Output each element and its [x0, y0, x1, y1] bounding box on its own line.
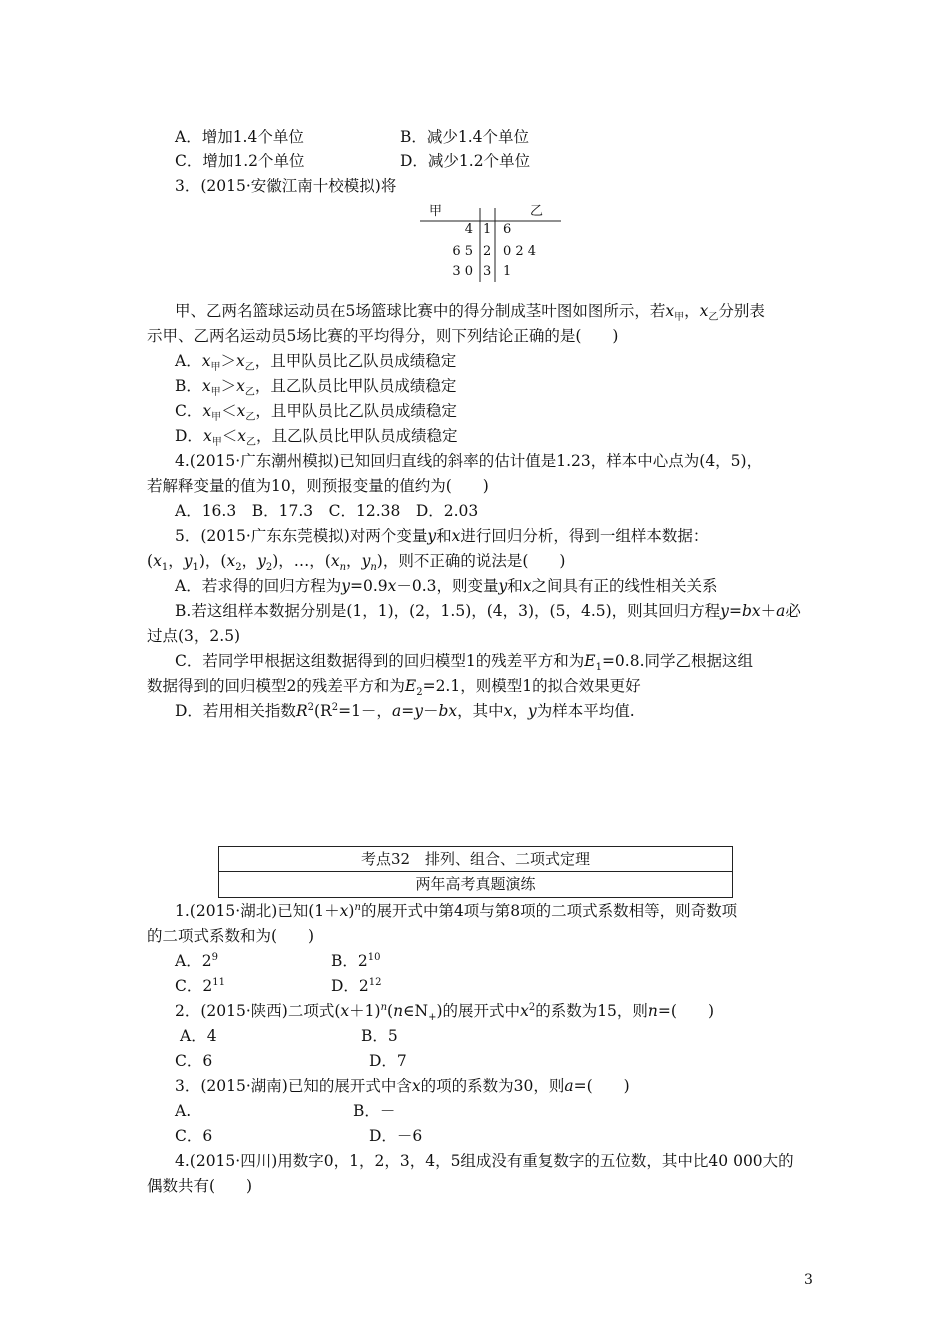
option-d: D．7	[369, 1052, 407, 1070]
option-b: B．$x_甲>x_乙$，且乙队员比甲队员成绩稳定	[175, 377, 457, 399]
option-b: B．减少1.4个单位	[400, 128, 530, 146]
question-3-text-2: 示甲、乙两名运动员5场比赛的平均得分，则下列结论正确的是( )	[147, 327, 619, 345]
page-number: 3	[804, 1272, 813, 1288]
section-subtitle: 两年高考真题演练	[415, 875, 536, 893]
option-c: C．若同学甲根据这组数据得到的回归模型1的残差平方和为$E_1=0.8$.同学乙根据这组	[175, 652, 754, 674]
option-a: A．$x_甲>x_乙$，且甲队员比乙队员成绩稳定	[175, 352, 457, 374]
problem-1: 1.(2015·湖北)已知$(1+x)^n$的展开式中第4项与第8项的二项式系数相等，则奇数项	[175, 901, 738, 920]
leaf-right: 6	[503, 222, 512, 237]
stem: 1	[483, 222, 492, 237]
option-c: C．增加1.2个单位	[175, 152, 305, 170]
option-c: C．$2^{11}$	[175, 976, 225, 995]
option-d: D．减少1.2个单位	[400, 152, 531, 170]
problem-3: 3．(2015·湖南)已知的展开式中含x的项的系数为30，则a=( )	[175, 1077, 630, 1095]
option-d: D．若用相关指数$R^2(R^2=1-$，a=y－bx，其中x，y为样本平均值.	[175, 701, 635, 720]
option-b: B．5	[361, 1027, 398, 1045]
option-a: A．4	[180, 1027, 217, 1045]
option-d: D．$2^{12}$	[331, 976, 382, 995]
stem-leaf-header-left: 甲	[429, 204, 443, 219]
option-a: A．增加1.4个单位	[175, 128, 304, 146]
question-4-options: A．16.3 B．17.3 C．12.38 D．2.03	[175, 502, 479, 520]
option-b-line-2: 过点(3，2.5)	[147, 627, 241, 645]
option-c: C．6	[175, 1127, 213, 1145]
option-b: B．－	[353, 1102, 396, 1120]
question-4: 4.(2015·广东潮州模拟)已知回归直线的斜率的估计值是1.23，样本中心点为(4，5)，	[175, 452, 763, 470]
question-5-data: ($x_1$，$y_1$)，($x_2$，$y_2$)，…，($x_n$，$y_n$)，则不正确的说法是( )	[147, 552, 566, 574]
leaf-left: 6 5	[452, 244, 473, 259]
question-3-stem: 3．(2015·安徽江南十校模拟)将	[175, 177, 397, 195]
section-heading-box	[218, 846, 733, 898]
question-4-line-2: 若解释变量的值为10，则预报变量的值约为( )	[147, 477, 489, 495]
question-5: 5．(2015·广东东莞模拟)对两个变量y和x进行回归分析，得到一组样本数据：	[175, 527, 709, 545]
stem: 3	[483, 264, 492, 279]
leaf-left: 4	[464, 222, 473, 237]
option-d: D．$x_甲<x_乙$，且乙队员比甲队员成绩稳定	[175, 427, 458, 449]
stem: 2	[483, 244, 492, 259]
option-a: A．若求得的回归方程为y=0.9x－0.3，则变量y和x之间具有正的线性相关关系	[175, 577, 718, 595]
problem-1-line-2: 的二项式系数和为( )	[147, 927, 315, 945]
section-title: 考点32 排列、组合、二项式定理	[219, 847, 732, 872]
option-c: C．$x_甲<x_乙$，且甲队员比乙队员成绩稳定	[175, 402, 457, 424]
leaf-left: 3 0	[452, 264, 473, 279]
option-a: A．$2^9$	[175, 951, 218, 970]
option-b: B．$2^{10}$	[331, 951, 381, 970]
stem-leaf-header-right: 乙	[530, 204, 544, 219]
leaf-right: 1	[503, 264, 512, 279]
option-c-line-2: 数据得到的回归模型2的残差平方和为$E_2=2.1$，则模型1的拟合效果更好	[147, 677, 641, 699]
problem-4: 4.(2015·四川)用数字0，1，2，3，4，5组成没有重复数字的五位数，其中比40 000大的	[175, 1152, 794, 1170]
option-a: A.	[175, 1102, 192, 1120]
leaf-right: 0 2 4	[503, 244, 537, 259]
option-d: D．－6	[369, 1127, 423, 1145]
problem-4-line-2: 偶数共有( )	[147, 1177, 253, 1195]
option-c: C．6	[175, 1052, 213, 1070]
question-3-text: 甲、乙两名篮球运动员在5场篮球比赛中的得分制成茎叶图如图所示，若$x_甲$，$x_乙$分别表	[175, 302, 765, 324]
stem-leaf-plot	[415, 206, 565, 284]
option-b: B.若这组样本数据分别是(1，1)，(2，1.5)，(4，3)，(5，4.5)，则其回归方程y=bx＋a必	[175, 602, 801, 620]
problem-2: 2．(2015·陕西)二项式$(x+1)^n(n\in N_+)$的展开式中$x^2$的系数为15，则n=( )	[175, 1001, 714, 1024]
